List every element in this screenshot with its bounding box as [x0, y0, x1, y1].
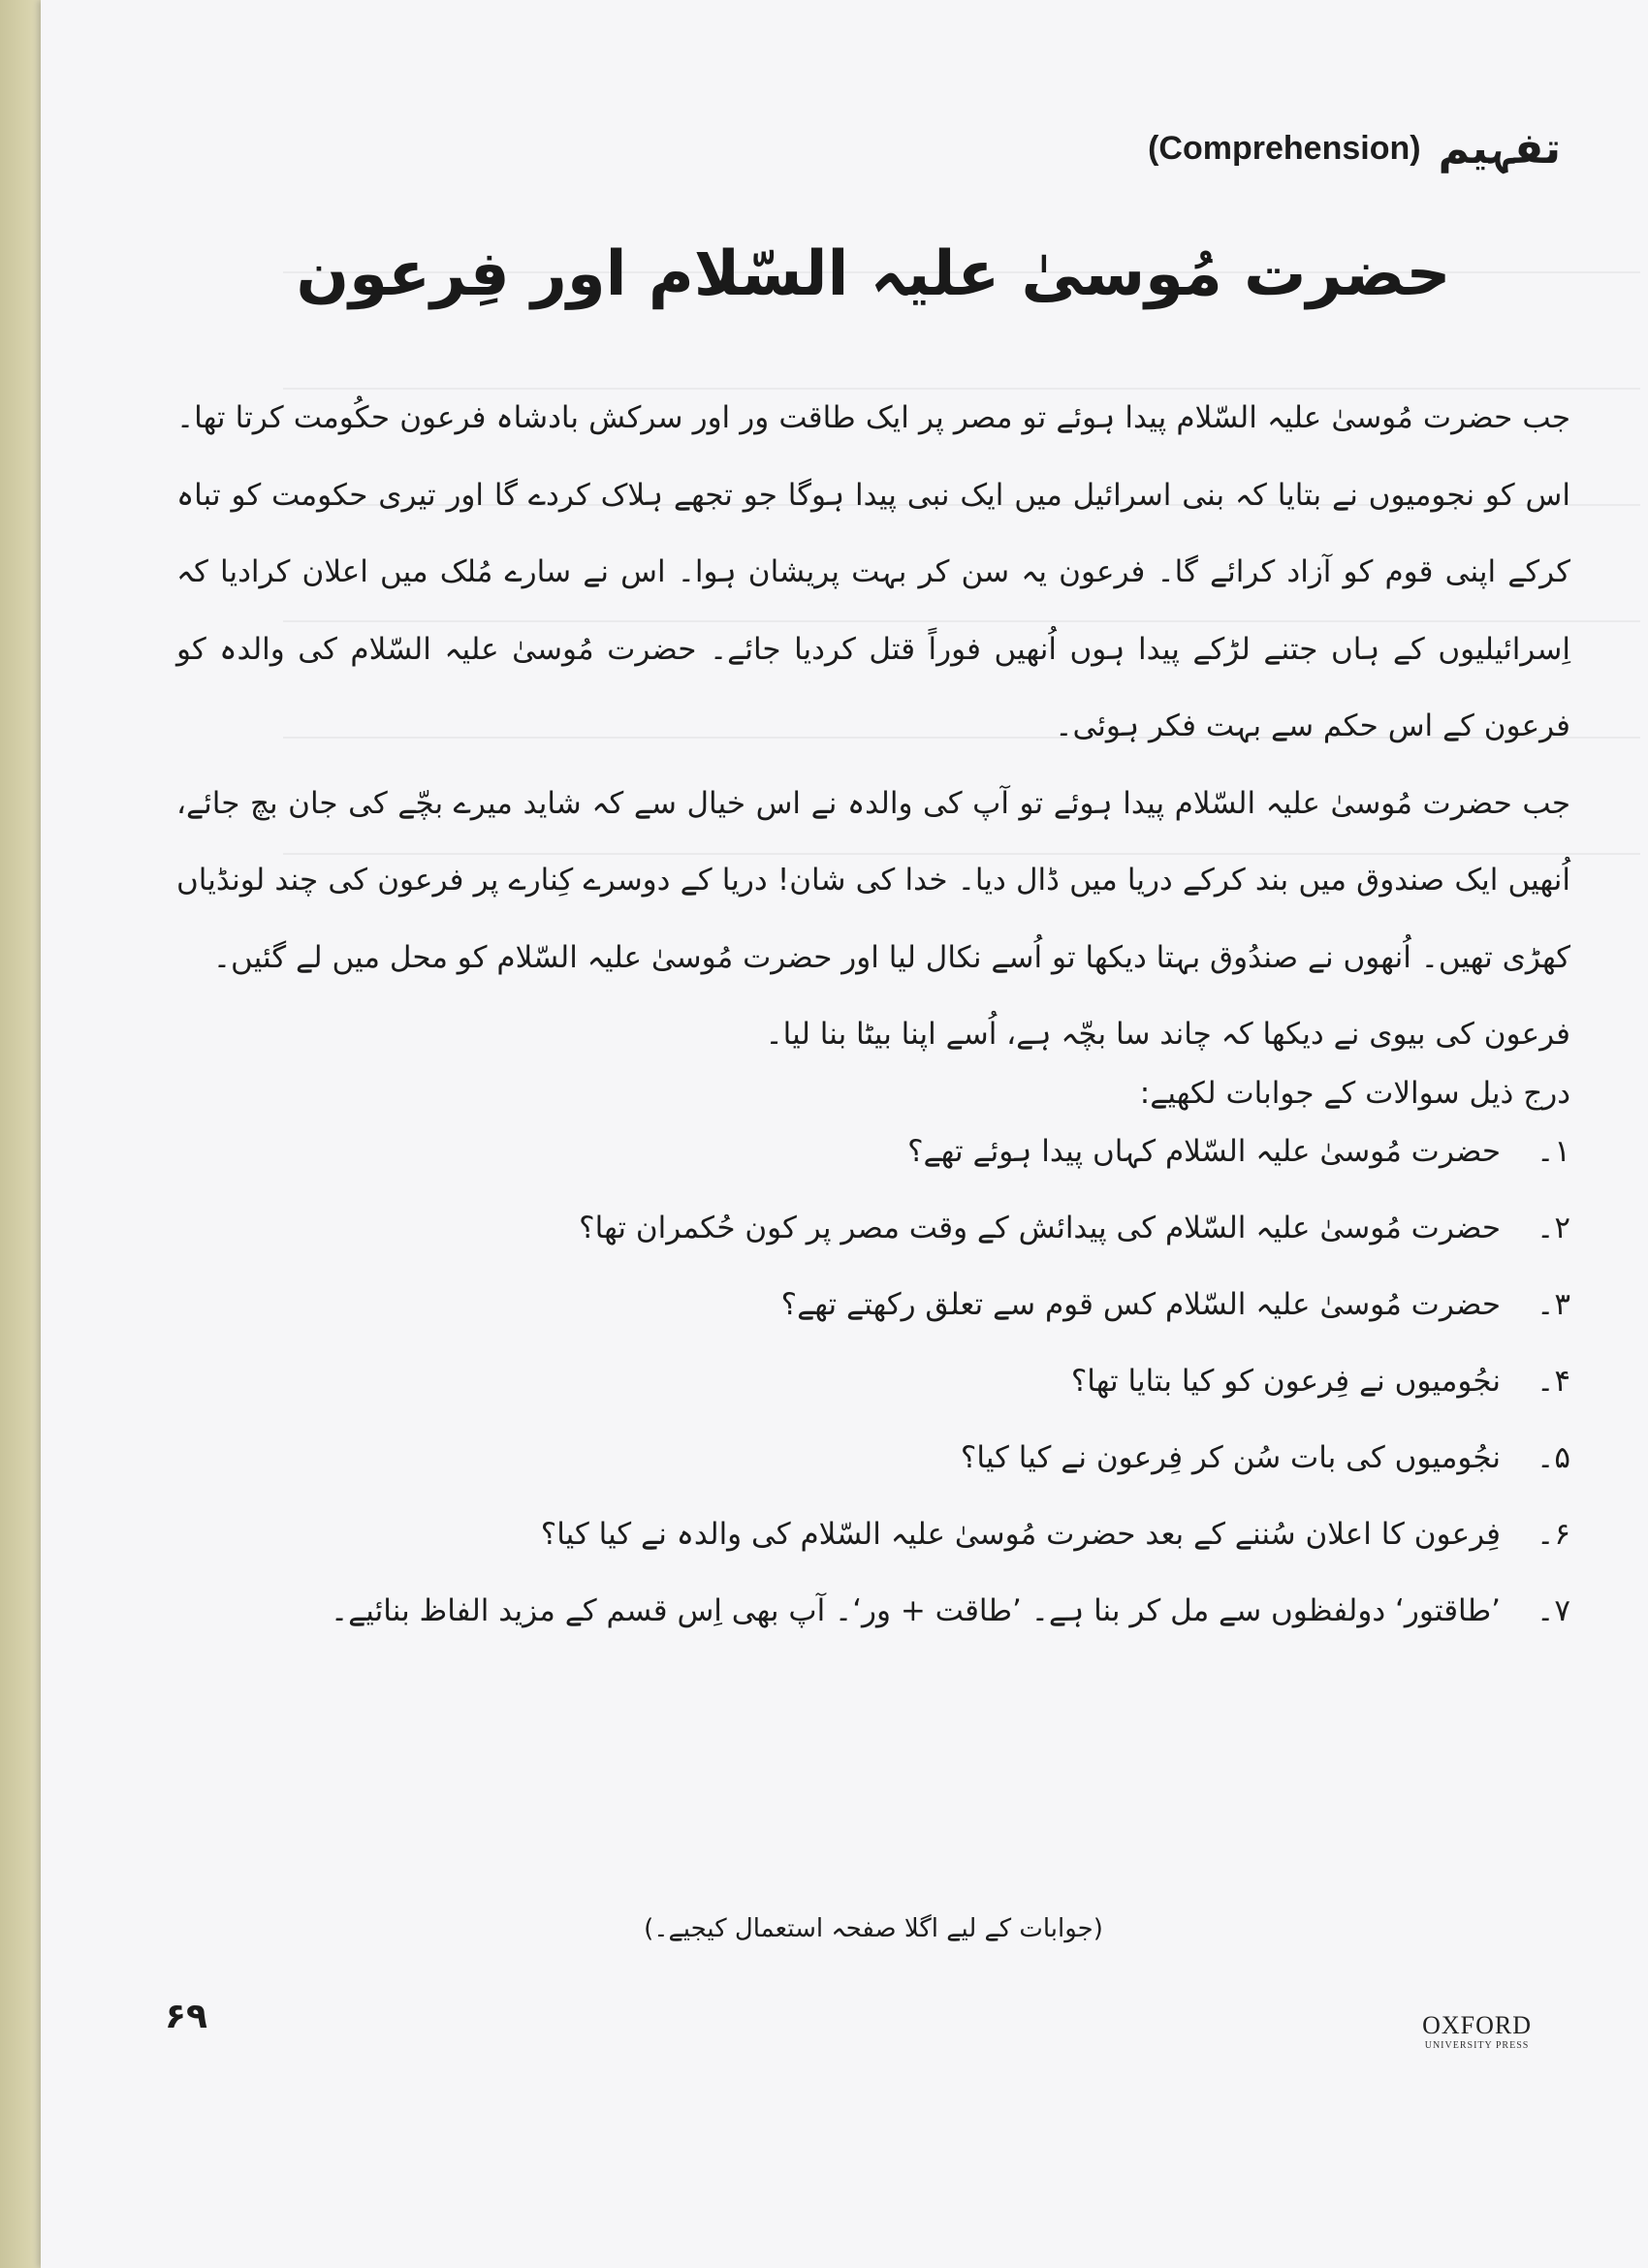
publisher-logo — [1422, 2011, 1532, 2051]
question-number: ۲۔ — [1537, 1211, 1570, 1245]
question-text: حضرت مُوسیٰ علیہ السّلام کس قوم سے تعلق رکھتے تھے؟ — [780, 1287, 1501, 1322]
question-number: ۶۔ — [1537, 1517, 1570, 1552]
textbook-page — [41, 0, 1648, 2268]
section-label-english: (Comprehension) — [1148, 130, 1421, 167]
question-number: ۴۔ — [1537, 1364, 1570, 1399]
page-content — [138, 0, 1609, 2268]
question-item — [176, 1593, 1570, 1670]
question-item — [176, 1364, 1570, 1440]
section-label — [1148, 124, 1561, 173]
question-text: حضرت مُوسیٰ علیہ السّلام کی پیدائش کے وقت مصر پر کون حُکمران تھا؟ — [579, 1211, 1501, 1245]
question-text: فِرعون کا اعلان سُننے کے بعد حضرت مُوسیٰ علیہ السّلام کی والدہ نے کیا کیا؟ — [540, 1517, 1501, 1552]
story-paragraph: فرعون کی بیوی نے دیکھا کہ چاند سا بچّہ ہے، اُسے اپنا بیٹا بنا لیا۔ — [765, 1017, 1570, 1052]
question-item — [176, 1517, 1570, 1593]
story-paragraph: جب حضرت مُوسیٰ علیہ السّلام پیدا ہوئے تو مصر پر ایک طاقت ور اور سرکش بادشاہ فرعون حکُومت کرتا تھا۔ اس کو نجومیوں نے بتایا کہ بنی اسرائیل میں ایک نبی پیدا ہوگا جو تجھے ہلاک کردے گا اور تیری حکومت کو تباہ کرکے اپنی قوم کو آزاد کرائے گا۔ فرعون یہ سن کر بہت پریشان ہوا۔ اس نے سارے مُلک میں اعلان کرادیا کہ اِسرائیلیوں کے ہاں جتنے لڑکے پیدا ہوں اُنھیں فوراً قتل کردیا جائے۔ حضرت مُوسیٰ علیہ السّلام کی والدہ کو فرعون کے اس حکم سے بہت فکر ہوئی۔ — [176, 400, 1570, 743]
question-item — [176, 1211, 1570, 1287]
answer-note: (جوابات کے لیے اگلا صفحہ استعمال کیجیے۔) — [644, 1914, 1103, 1943]
question-list — [176, 1134, 1570, 1670]
question-number: ۱۔ — [1537, 1134, 1570, 1169]
exercise-instruction: درج ذیل سوالات کے جوابات لکھیے: — [1139, 1076, 1570, 1111]
question-number: ۵۔ — [1537, 1440, 1570, 1475]
story-text — [176, 380, 1570, 1074]
question-item — [176, 1134, 1570, 1211]
page-number: ۶۹ — [165, 1997, 207, 2036]
page-title: حضرت مُوسیٰ علیہ السّلام اور فِرعون — [296, 238, 1451, 310]
question-item — [176, 1287, 1570, 1364]
story-paragraph: جب حضرت مُوسیٰ علیہ السّلام پیدا ہوئے تو آپ کی والدہ نے اس خیال سے کہ شاید میرے بچّے کی جان بچ جائے، اُنھیں ایک صندوق میں بند کرکے دریا میں ڈال دیا۔ خدا کی شان! دریا کے دوسرے کِنارے پر فرعون کی چند لونڈیاں کھڑی تھیں۔ اُنھوں نے صندُوق بہتا دیکھا تو اُسے نکال لیا اور حضرت مُوسیٰ علیہ السّلام کو محل میں لے گئیں۔ — [176, 785, 1570, 975]
question-text: نجُومیوں نے فِرعون کو کیا بتایا تھا؟ — [1070, 1364, 1501, 1399]
question-text: ’طاقتور‘ دولفظوں سے مل کر بنا ہے۔ ’طاقت + ور‘۔ آپ بھی اِس قسم کے مزید الفاظ بنائیے۔ — [330, 1593, 1501, 1628]
publisher-subtitle: UNIVERSITY PRESS — [1424, 2040, 1530, 2051]
question-text: حضرت مُوسیٰ علیہ السّلام کہاں پیدا ہوئے تھے؟ — [907, 1134, 1501, 1169]
question-text: نجُومیوں کی بات سُن کر فِرعون نے کیا کیا؟ — [960, 1440, 1501, 1475]
question-number: ۷۔ — [1537, 1593, 1570, 1628]
question-item — [176, 1440, 1570, 1517]
publisher-name: OXFORD — [1422, 2011, 1532, 2039]
question-number: ۳۔ — [1537, 1287, 1570, 1322]
section-label-urdu: تفہیم — [1438, 124, 1561, 173]
